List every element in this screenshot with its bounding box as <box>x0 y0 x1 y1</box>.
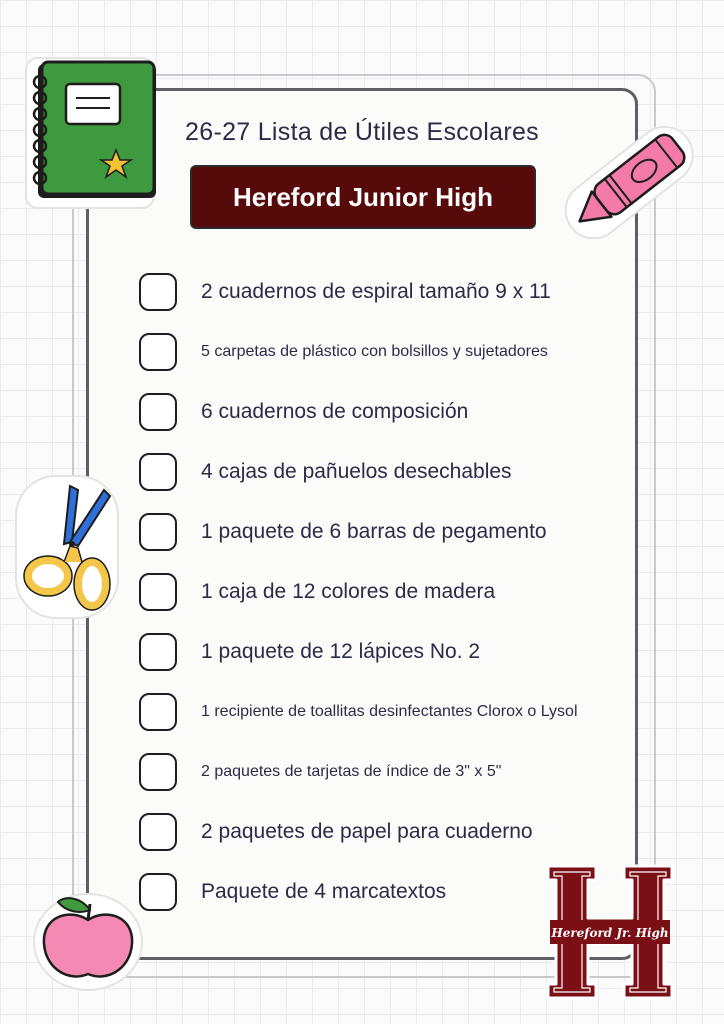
item-label: 1 recipiente de toallitas desinfectantes Clorox o Lysol <box>201 703 578 720</box>
item-label: 6 cuadernos de composición <box>201 400 469 423</box>
item-label: 5 carpetas de plástico con bolsillos y sujetadores <box>201 343 548 360</box>
checkbox[interactable] <box>139 273 177 311</box>
checkbox[interactable] <box>139 453 177 491</box>
list-item <box>139 742 649 802</box>
item-label: 2 paquetes de papel para cuaderno <box>201 820 533 843</box>
apple-icon <box>30 882 146 992</box>
checkbox[interactable] <box>139 333 177 371</box>
list-item <box>139 622 649 682</box>
logo-text: Hereford Jr. High <box>551 926 669 940</box>
item-label: 1 paquete de 6 barras de pegamento <box>201 520 547 543</box>
school-logo <box>544 862 676 1002</box>
checkbox[interactable] <box>139 633 177 671</box>
item-label: 2 cuadernos de espiral tamaño 9 x 11 <box>201 280 551 303</box>
item-label: 1 caja de 12 colores de madera <box>201 580 496 603</box>
list-item <box>139 322 649 382</box>
checkbox[interactable] <box>139 693 177 731</box>
list-item <box>139 442 649 502</box>
item-label: 2 paquetes de tarjetas de índice de 3" x 5" <box>201 763 502 780</box>
checkbox[interactable] <box>139 393 177 431</box>
checkbox[interactable] <box>139 813 177 851</box>
checkbox[interactable] <box>139 573 177 611</box>
checkbox[interactable] <box>139 753 177 791</box>
item-label: 1 paquete de 12 lápices No. 2 <box>201 640 481 663</box>
list-item <box>139 682 649 742</box>
checkbox[interactable] <box>139 873 177 911</box>
item-label: 4 cajas de pañuelos desechables <box>201 460 512 483</box>
school-banner: Hereford Junior High <box>190 165 536 229</box>
supply-checklist <box>139 262 649 922</box>
page-title: 26-27 Lista de Útiles Escolares <box>185 118 539 146</box>
list-item <box>139 802 649 862</box>
checkbox[interactable] <box>139 513 177 551</box>
scissors-icon <box>12 472 122 622</box>
list-item <box>139 502 649 562</box>
list-item <box>139 262 649 322</box>
list-item <box>139 382 649 442</box>
list-item <box>139 562 649 622</box>
item-label: Paquete de 4 marcatextos <box>201 880 447 903</box>
